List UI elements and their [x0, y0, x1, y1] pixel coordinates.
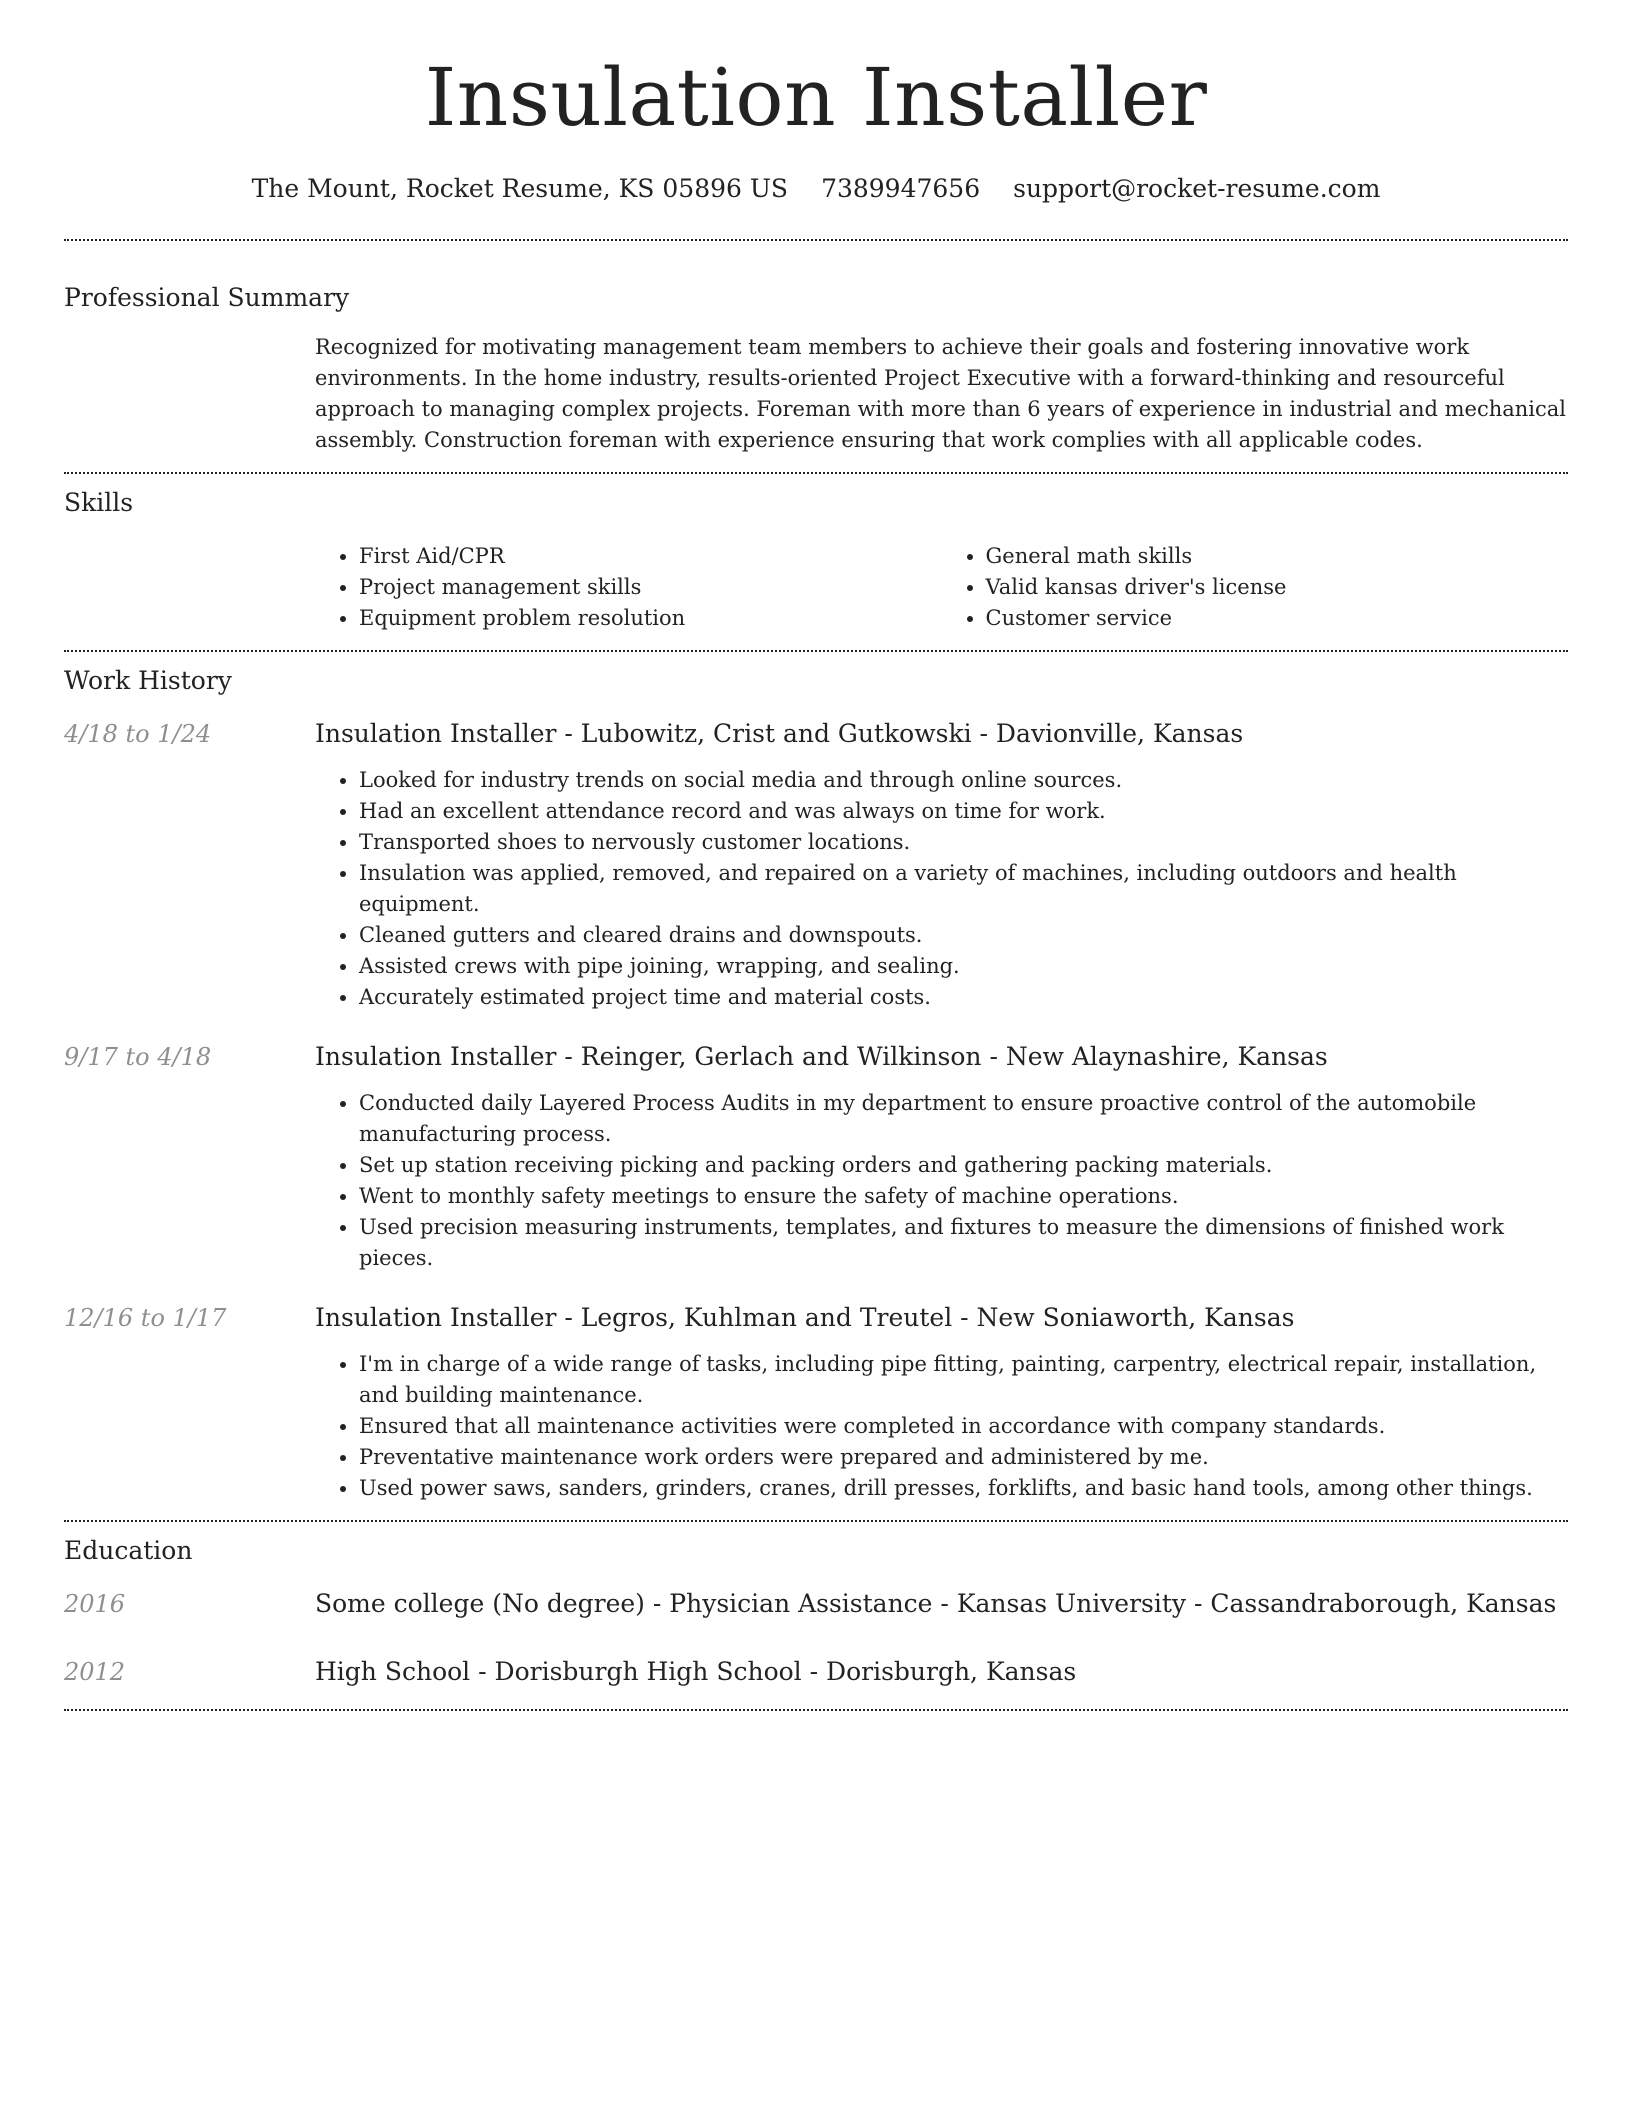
skills-section [64, 474, 1568, 634]
job-bullet: • Preventative maintenance work orders were prepared and administered by me. [359, 1442, 1568, 1473]
skill-item: • General math skills [986, 541, 1569, 572]
job-bullet: • Went to monthly safety meetings to ensure the safety of machine operations. [359, 1181, 1568, 1212]
divider [64, 1709, 1568, 1711]
job-bullets [315, 1088, 1568, 1274]
resume-name: Insulation Installer [424, 51, 1208, 144]
education-date: 2016 [64, 1590, 126, 1618]
contact-phone: 7389947656 [821, 174, 981, 203]
job-heading: Insulation Installer - Lubowitz, Crist and Gutkowski - Davionville, Kansas [315, 719, 1244, 748]
job-bullet: • Transported shoes to nervously customer locations. [359, 827, 1568, 858]
skill-item: • Equipment problem resolution [359, 603, 942, 634]
summary-section [64, 241, 1568, 456]
job-entry [64, 1301, 1568, 1504]
skills-list-right [942, 541, 1569, 634]
job-bullet: • Assisted crews with pipe joining, wrapping, and sealing. [359, 951, 1568, 982]
job-bullet: • Used power saws, sanders, grinders, cranes, drill presses, forklifts, and basic hand tools, among other things. [359, 1473, 1568, 1504]
summary-title: Professional Summary [64, 283, 350, 312]
skills-list-left [315, 541, 942, 634]
job-date: 9/17 to 4/18 [64, 1043, 212, 1071]
skill-item: • Valid kansas driver's license [986, 572, 1569, 603]
job-bullet: • Conducted daily Layered Process Audits in my department to ensure proactive control of the automobile manufacturing process. [359, 1088, 1568, 1150]
work-title: Work History [64, 666, 232, 695]
job-heading: Insulation Installer - Reinger, Gerlach and Wilkinson - New Alaynashire, Kansas [315, 1042, 1328, 1071]
education-date: 2012 [64, 1658, 126, 1686]
education-line [315, 1655, 1568, 1689]
education-line [315, 1587, 1568, 1621]
contact-email: support@rocket-resume.com [1013, 174, 1381, 203]
education-title: Education [64, 1536, 193, 1565]
job-bullet: • Had an excellent attendance record and was always on time for work. [359, 796, 1568, 827]
job-bullet: • Ensured that all maintenance activities were completed in accordance with company standards. [359, 1411, 1568, 1442]
skill-item: • Customer service [986, 603, 1569, 634]
summary-text: Recognized for motivating management team members to achieve their goals and fostering innovative work environments. In the home industry, results-oriented Project Executive with a forward-thinking and resourceful approach to managing complex projects. Foreman with more than 6 years of experience in industrial and mechanical assembly. Construction foreman with experience ensuring that work complies with all applicable codes. [315, 335, 1566, 452]
job-bullet: • Used precision measuring instruments, templates, and fixtures to measure the dimensions of finished work pieces. [359, 1212, 1568, 1274]
skill-item: • First Aid/CPR [359, 541, 942, 572]
job-bullet: • Looked for industry trends on social media and through online sources. [359, 765, 1568, 796]
work-section [64, 652, 1568, 1504]
job-bullet: • I'm in charge of a wide range of tasks, including pipe fitting, painting, carpentry, electrical repair, installation, and building maintenance. [359, 1349, 1568, 1411]
job-date: 12/16 to 1/17 [64, 1304, 227, 1332]
job-bullet: • Insulation was applied, removed, and repaired on a variety of machines, including outdoors and health equipment. [359, 858, 1568, 920]
job-entry [64, 717, 1568, 1013]
education-entry [64, 1655, 1568, 1689]
job-bullets [315, 1349, 1568, 1504]
education-entry [64, 1587, 1568, 1621]
job-bullets [315, 765, 1568, 1013]
job-bullet: • Cleaned gutters and cleared drains and downspouts. [359, 920, 1568, 951]
education-school: - Dorisburgh High School - Dorisburgh, Kansas [470, 1657, 1077, 1686]
job-bullet: • Set up station receiving picking and packing orders and gathering packing materials. [359, 1150, 1568, 1181]
contact-address: The Mount, Rocket Resume, KS 05896 US [251, 174, 789, 203]
job-date: 4/18 to 1/24 [64, 720, 212, 748]
education-section [64, 1522, 1568, 1689]
education-school: - Kansas University - Cassandraborough, Kansas [932, 1589, 1557, 1618]
education-degree: High School [315, 1657, 471, 1686]
job-heading: Insulation Installer - Legros, Kuhlman and Treutel - New Soniaworth, Kansas [315, 1303, 1295, 1332]
job-bullet: • Accurately estimated project time and material costs. [359, 982, 1568, 1013]
skill-item: • Project management skills [359, 572, 942, 603]
job-entry [64, 1040, 1568, 1274]
contact-line [64, 174, 1568, 203]
skills-title: Skills [64, 488, 134, 517]
education-degree: Some college (No degree) - Physician Assistance [315, 1589, 933, 1618]
